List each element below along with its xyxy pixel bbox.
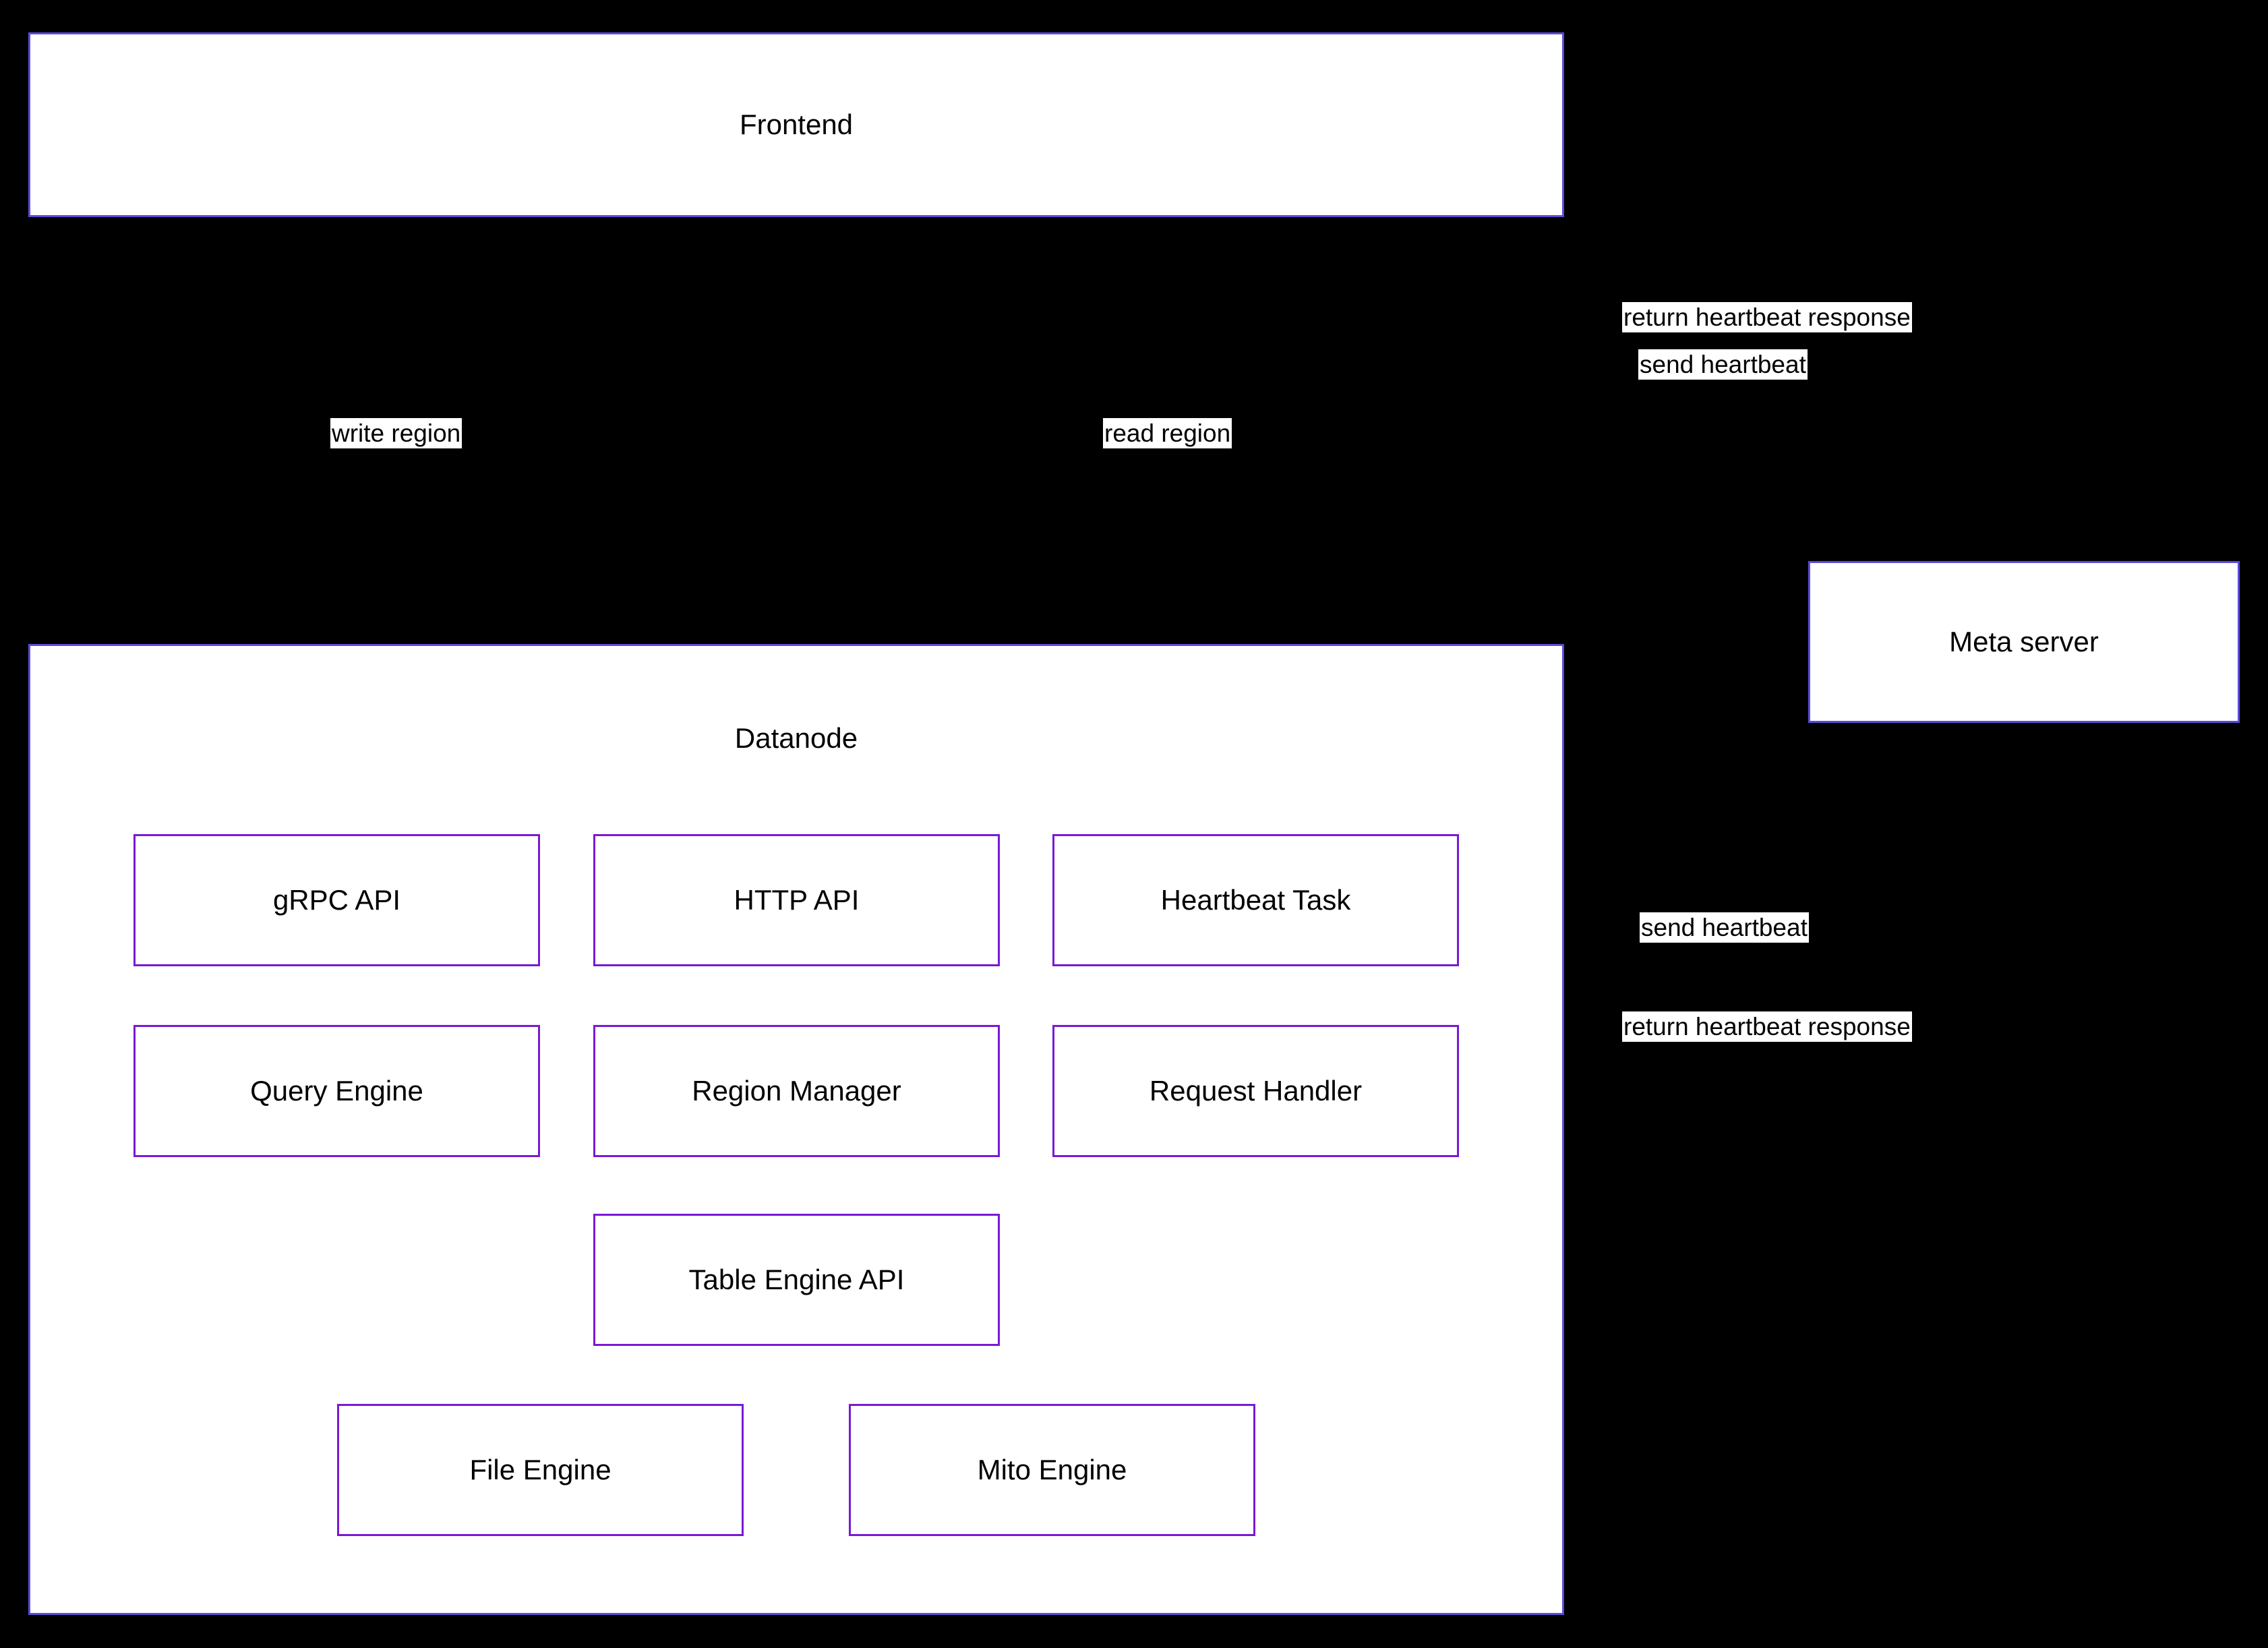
node-datanode-label: Datanode	[734, 722, 858, 754]
node-request-handler[interactable]	[1052, 1025, 1459, 1157]
node-query-engine-label: Query Engine	[250, 1075, 423, 1107]
node-table-engine-api-label: Table Engine API	[688, 1264, 905, 1295]
node-grpc-api-label: gRPC API	[272, 884, 401, 916]
node-meta-server-label: Meta server	[1949, 626, 2099, 657]
node-http-api[interactable]	[593, 834, 1000, 966]
node-query-engine[interactable]	[133, 1025, 540, 1157]
node-grpc-api[interactable]	[133, 834, 540, 966]
node-frontend-label: Frontend	[739, 109, 854, 140]
edge-label-send-heartbeat-top: send heartbeat	[1640, 351, 1806, 378]
edge-label-return-heartbeat-response-bottom: return heartbeat response	[1623, 1013, 1911, 1040]
node-file-engine-label: File Engine	[469, 1454, 611, 1485]
node-file-engine[interactable]	[337, 1404, 744, 1536]
node-region-manager-label: Region Manager	[692, 1075, 901, 1107]
edge-label-return-heartbeat-response-top: return heartbeat response	[1623, 303, 1911, 331]
edge-label-send-heartbeat-bottom: send heartbeat	[1641, 914, 1808, 941]
node-meta-server[interactable]	[1808, 561, 2240, 723]
edge-label-read-region: read region	[1104, 419, 1231, 447]
node-heartbeat-task-label: Heartbeat Task	[1160, 884, 1351, 916]
node-table-engine-api[interactable]	[593, 1214, 1000, 1346]
node-http-api-label: HTTP API	[734, 884, 860, 916]
node-mito-engine-label: Mito Engine	[977, 1454, 1127, 1485]
node-region-manager[interactable]	[593, 1025, 1000, 1157]
node-request-handler-label: Request Handler	[1149, 1075, 1363, 1107]
node-heartbeat-task[interactable]	[1052, 834, 1459, 966]
edge-label-write-region: write region	[332, 419, 461, 447]
node-mito-engine[interactable]	[849, 1404, 1255, 1536]
node-frontend[interactable]	[28, 32, 1564, 217]
